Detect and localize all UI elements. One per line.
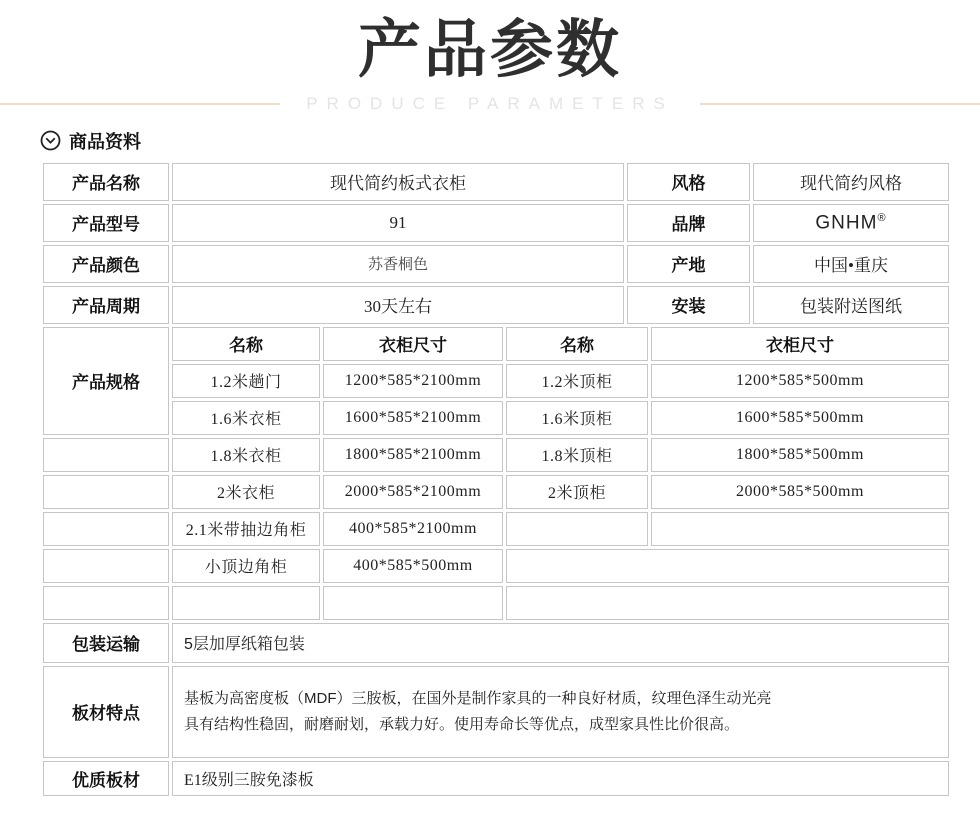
board-value: E1级别三胺免漆板 — [172, 761, 949, 796]
accent-line-right — [700, 103, 980, 105]
info-table — [40, 160, 952, 327]
spec-cell: 1.2米趟门 — [172, 364, 320, 398]
spec-table — [40, 324, 952, 623]
table-row — [43, 401, 949, 435]
spec-cell: 400*585*2100mm — [323, 512, 503, 546]
origin-label: 产地 — [627, 245, 750, 283]
product-model-value: 91 — [172, 204, 624, 242]
spec-cell-merged — [506, 549, 949, 583]
style-label: 风格 — [627, 163, 750, 201]
registered-trademark-symbol: ® — [877, 211, 887, 224]
product-cycle-value: 30天左右 — [172, 286, 624, 324]
table-row — [43, 623, 949, 663]
table-row — [43, 204, 949, 242]
brand-value — [753, 204, 949, 242]
table-row — [43, 549, 949, 583]
spec-header-name-left: 名称 — [172, 327, 320, 361]
table-row — [43, 163, 949, 201]
spec-row-label-empty — [43, 475, 169, 509]
table-row — [43, 666, 949, 758]
table-row — [43, 286, 949, 324]
material-label: 板材特点 — [43, 666, 169, 758]
table-row — [43, 327, 949, 361]
subtitle-row — [0, 94, 980, 114]
product-cycle-label: 产品周期 — [43, 286, 169, 324]
spec-header-name-right: 名称 — [506, 327, 648, 361]
packing-label: 包装运输 — [43, 623, 169, 663]
spec-cell: 1800*585*500mm — [651, 438, 949, 472]
section-header-product-info[interactable] — [40, 128, 980, 154]
spec-row-label: 产品规格 — [43, 327, 169, 435]
spec-cell: 1.6米衣柜 — [172, 401, 320, 435]
table-row — [43, 364, 949, 398]
spec-cell — [506, 512, 648, 546]
spec-cell: 1.8米顶柜 — [506, 438, 648, 472]
spec-cell: 2000*585*2100mm — [323, 475, 503, 509]
page-subtitle: PRODUCE PARAMETERS — [306, 93, 674, 113]
brand-label: 品牌 — [627, 204, 750, 242]
origin-value: 中国•重庆 — [753, 245, 949, 283]
board-label: 优质板材 — [43, 761, 169, 796]
section-header-label: 商品资料 — [69, 131, 141, 152]
chevron-down-circle-icon[interactable] — [40, 130, 61, 151]
spec-header-size-right: 衣柜尺寸 — [651, 327, 949, 361]
spec-cell: 1.2米顶柜 — [506, 364, 648, 398]
spec-cell — [651, 512, 949, 546]
table-row — [43, 512, 949, 546]
material-text-line2: 具有结构性稳固，耐磨耐划，承载力好。使用寿命长等优点，成型家具性比价很高。 — [184, 715, 740, 733]
spec-cell: 2.1米带抽边角柜 — [172, 512, 320, 546]
spec-cell: 2米顶柜 — [506, 475, 648, 509]
spec-row-label-empty — [43, 512, 169, 546]
table-row — [43, 245, 949, 283]
style-value: 现代简约风格 — [753, 163, 949, 201]
spec-cell: 小顶边角柜 — [172, 549, 320, 583]
spec-row-label-empty — [43, 586, 169, 620]
spec-cell-merged — [506, 586, 949, 620]
spec-cell: 1600*585*500mm — [651, 401, 949, 435]
spec-cell: 1.8米衣柜 — [172, 438, 320, 472]
title-block — [0, 0, 980, 114]
install-value: 包装附送图纸 — [753, 286, 949, 324]
spec-row-label-empty — [43, 549, 169, 583]
product-color-value: 苏香桐色 — [172, 245, 624, 283]
spec-cell: 1200*585*500mm — [651, 364, 949, 398]
product-name-value: 现代简约板式衣柜 — [172, 163, 624, 201]
spec-cell: 1800*585*2100mm — [323, 438, 503, 472]
spec-row-label-empty — [43, 438, 169, 472]
table-row — [43, 438, 949, 472]
spec-header-size-left: 衣柜尺寸 — [323, 327, 503, 361]
table-row — [43, 761, 949, 796]
install-label: 安装 — [627, 286, 750, 324]
product-name-label: 产品名称 — [43, 163, 169, 201]
product-model-label: 产品型号 — [43, 204, 169, 242]
spec-cell — [323, 586, 503, 620]
table-row — [43, 475, 949, 509]
product-color-label: 产品颜色 — [43, 245, 169, 283]
spec-cell: 1.6米顶柜 — [506, 401, 648, 435]
spec-cell: 1600*585*2100mm — [323, 401, 503, 435]
page-title: 产品参数 — [358, 15, 622, 85]
spec-cell — [172, 586, 320, 620]
brand-name: GNHM — [815, 212, 878, 234]
packing-value: 5层加厚纸箱包装 — [172, 623, 949, 663]
spec-cell: 2000*585*500mm — [651, 475, 949, 509]
details-table — [40, 620, 952, 799]
spec-cell: 400*585*500mm — [323, 549, 503, 583]
material-text — [172, 666, 949, 758]
spec-cell: 2米衣柜 — [172, 475, 320, 509]
accent-line-left — [0, 103, 280, 105]
material-text-line1: 基板为高密度板（MDF）三胺板，在国外是制作家具的一种良好材质，纹理色泽生动光亮 — [184, 689, 772, 707]
spec-cell: 1200*585*2100mm — [323, 364, 503, 398]
table-row — [43, 586, 949, 620]
